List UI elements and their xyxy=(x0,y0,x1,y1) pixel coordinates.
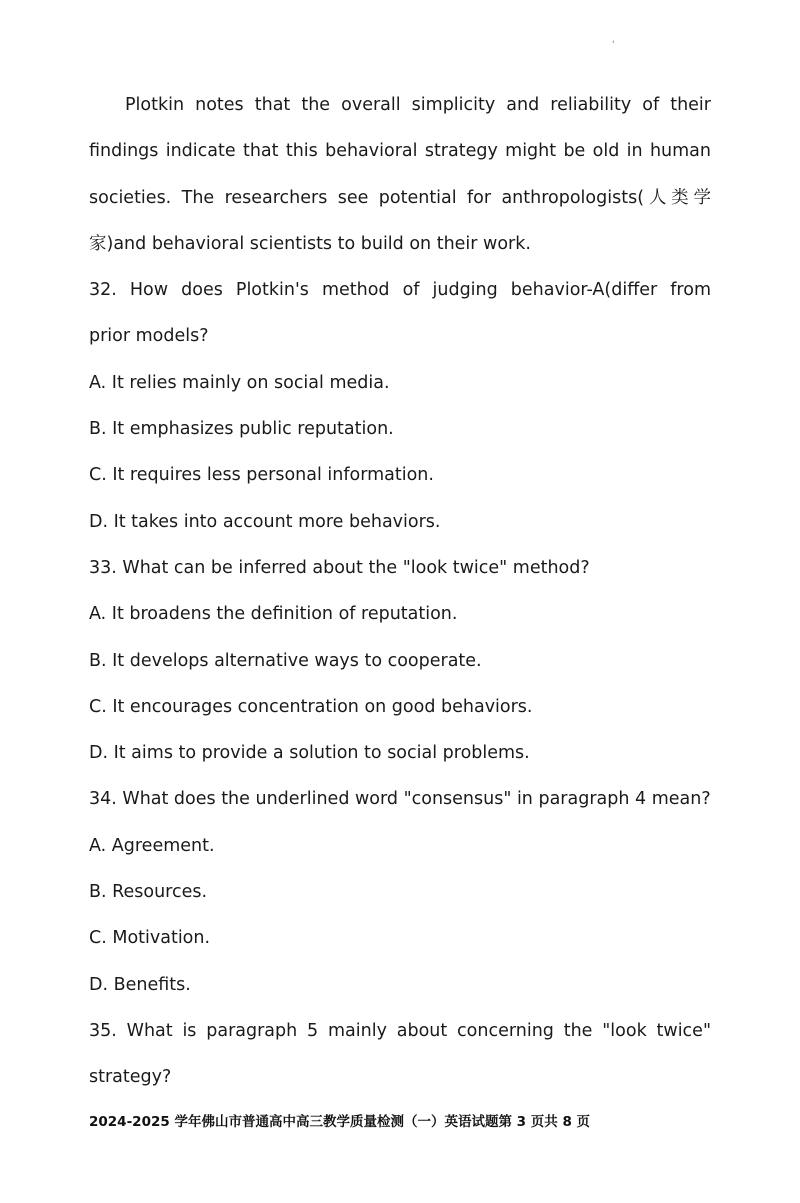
corner-mark: ' xyxy=(612,40,615,50)
question-33-stem: 33. What can be inferred about the "look twice" method? xyxy=(89,557,590,578)
paragraph-line: findings indicate that this behavioral strategy might be old in human xyxy=(89,141,711,162)
question-33-option-a: A. It broadens the definition of reputation. xyxy=(89,604,458,625)
question-32-option-b: B. It emphasizes public reputation. xyxy=(89,419,394,440)
question-32-stem-cont: prior models? xyxy=(89,326,209,347)
question-32-option-d: D. It takes into account more behaviors. xyxy=(89,511,441,532)
question-35-stem-cont: strategy? xyxy=(89,1067,172,1088)
question-32-stem: 32. How does Plotkin's method of judging behavior-A(differ from xyxy=(89,280,711,301)
page-footer: 2024-2025 学年佛山市普通高中高三教学质量检测（一）英语试题第 3 页共 8 页 xyxy=(89,1114,591,1130)
question-35-stem: 35. What is paragraph 5 mainly about concerning the "look twice" xyxy=(89,1020,711,1041)
question-33-option-d: D. It aims to provide a solution to social problems. xyxy=(89,743,530,764)
question-32-option-a: A. It relies mainly on social media. xyxy=(89,372,390,393)
question-33-option-c: C. It encourages concentration on good behaviors. xyxy=(89,696,533,717)
question-34-option-c: C. Motivation. xyxy=(89,928,211,949)
question-34-stem: 34. What does the underlined word "consensus" in paragraph 4 mean? xyxy=(89,789,711,810)
question-34-option-a: A. Agreement. xyxy=(89,835,215,856)
paragraph-line: societies. The researchers see potential for anthropologists(人类学 xyxy=(89,187,711,208)
question-34-option-b: B. Resources. xyxy=(89,882,208,903)
question-34-option-d: D. Benefits. xyxy=(89,974,191,995)
paragraph-line: 家)and behavioral scientists to build on their work. xyxy=(89,233,531,254)
page-content xyxy=(89,82,711,1101)
question-33-option-b: B. It develops alternative ways to cooperate. xyxy=(89,650,482,671)
question-32-option-c: C. It requires less personal information. xyxy=(89,465,434,486)
paragraph-line: Plotkin notes that the overall simplicity and reliability of their xyxy=(125,95,711,115)
